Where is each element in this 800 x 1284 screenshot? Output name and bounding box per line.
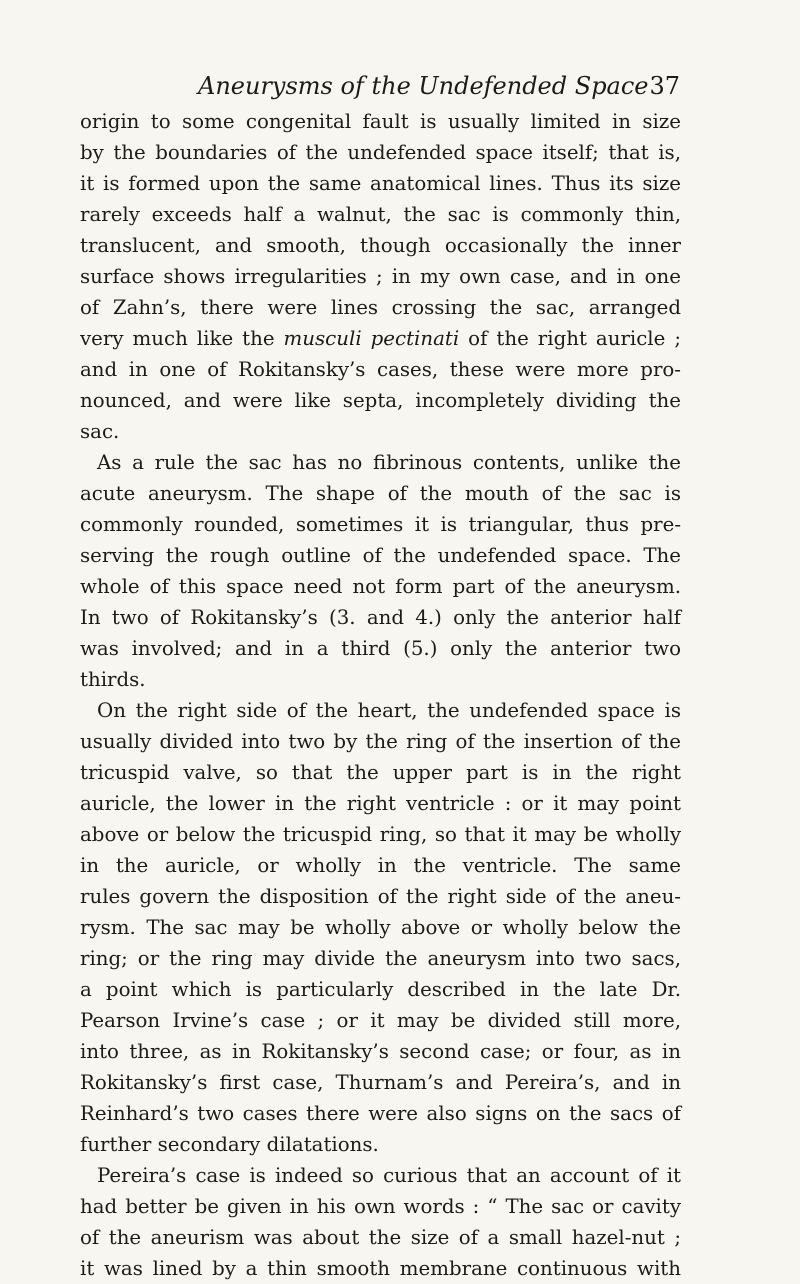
text-line: in the auricle, or wholly in the ventricle. The same — [80, 854, 681, 877]
text-line: rules govern the disposition of the right side of the aneu- — [80, 885, 681, 908]
text-line: Pereira’s case is indeed so curious that an account of it — [97, 1164, 681, 1187]
text-span: of the right auricle ; — [459, 327, 681, 350]
text-line-mixed — [80, 323, 681, 354]
text-line: As a rule the sac has no fibrinous contents, unlike the — [97, 451, 681, 474]
running-head-title: Aneurysms of the Undefended Space — [198, 72, 649, 100]
text-line: In two of Rokitansky’s (3. and 4.) only the anterior half — [80, 606, 681, 629]
text-line: auricle, the lower in the right ventricle : or it may point — [80, 792, 681, 815]
text-line: Pearson Irvine’s case ; or it may be divided still more, — [80, 1009, 681, 1032]
page-number: 37 — [649, 72, 680, 100]
text-line: it was lined by a thin smooth membrane continuous with — [80, 1257, 681, 1280]
text-line: was involved; and in a third (5.) only the anterior two — [80, 637, 681, 660]
text-span: very much like the — [80, 327, 284, 350]
text-line: of the aneurism was about the size of a small hazel-nut ; — [80, 1226, 681, 1249]
text-line: Rokitansky’s first case, Thurnam’s and Pereira’s, and in — [80, 1071, 681, 1094]
text-line: acute aneurysm. The shape of the mouth of the sac is — [80, 482, 681, 505]
text-line: rysm. The sac may be wholly above or wholly below the — [80, 916, 681, 939]
text-line: surface shows irregularities ; in my own case, and in one — [80, 265, 681, 288]
text-line: whole of this space need not form part of the aneurysm. — [80, 575, 681, 598]
text-line: ring; or the ring may divide the aneurysm into two sacs, — [80, 947, 681, 970]
text-line: On the right side of the heart, the undefended space is — [97, 699, 681, 722]
text-line: tricuspid valve, so that the upper part is in the right — [80, 761, 681, 784]
body-text — [80, 106, 681, 1284]
text-line: above or below the tricuspid ring, so that it may be wholly — [80, 823, 681, 846]
text-line: commonly rounded, sometimes it is triangular, thus pre- — [80, 513, 681, 536]
text-line: usually divided into two by the ring of the insertion of the — [80, 730, 681, 753]
text-line: a point which is particularly described in the late Dr. — [80, 978, 681, 1001]
text-line: nounced, and were like septa, incompletely dividing the — [80, 389, 681, 412]
text-line: sac. — [80, 420, 120, 443]
text-line: it is formed upon the same anatomical lines. Thus its size — [80, 172, 681, 195]
text-line: had better be given in his own words : “ The sac or cavity — [80, 1195, 681, 1218]
text-line: rarely exceeds half a walnut, the sac is commonly thin, — [80, 203, 681, 226]
running-head — [80, 62, 680, 102]
text-line: of Zahn’s, there were lines crossing the sac, arranged — [80, 296, 681, 319]
text-line: Reinhard’s two cases there were also signs on the sacs of — [80, 1102, 681, 1125]
text-line: thirds. — [80, 668, 146, 691]
italic-term: musculi pectinati — [283, 327, 460, 350]
text-line: by the boundaries of the undefended space itself; that is, — [80, 141, 681, 164]
text-line: and in one of Rokitansky’s cases, these were more pro- — [80, 358, 681, 381]
text-line: origin to some congenital fault is usually limited in size — [80, 110, 681, 133]
text-line: serving the rough outline of the undefended space. The — [80, 544, 681, 567]
text-line: translucent, and smooth, though occasionally the inner — [80, 234, 681, 257]
text-line: further secondary dilatations. — [80, 1133, 379, 1156]
text-line: into three, as in Rokitansky’s second case; or four, as in — [80, 1040, 681, 1063]
